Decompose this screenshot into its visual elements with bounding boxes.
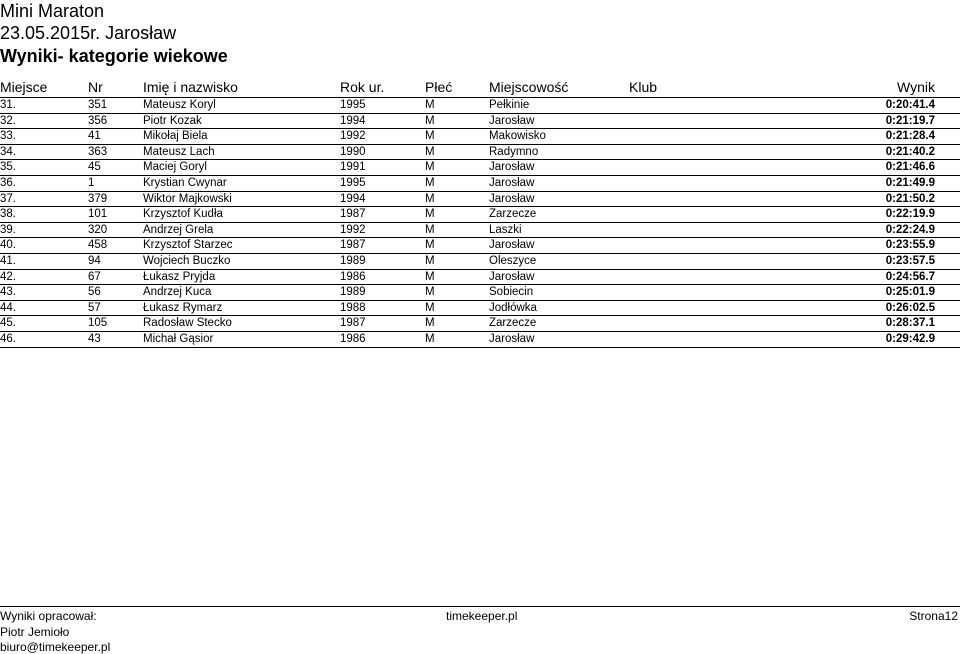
cell-sex: M — [425, 254, 435, 267]
cell-nr: 458 — [88, 239, 108, 252]
cell-place: 31. — [0, 99, 16, 111]
page-footer — [0, 606, 960, 653]
cell-city: Jarosław — [489, 332, 535, 345]
cell-result: 0:21:19.7 — [885, 114, 935, 127]
cell-result: 0:20:41.4 — [885, 99, 935, 111]
cell-city: Jarosław — [489, 114, 535, 127]
event-date-location: 23.05.2015r. Jarosław — [0, 23, 177, 43]
cell-sex: M — [425, 192, 435, 205]
cell-place: 46. — [0, 332, 16, 345]
cell-city: Zarzecze — [489, 317, 537, 330]
cell-result: 0:21:46.6 — [885, 161, 935, 174]
cell-result: 0:28:37.1 — [885, 317, 935, 330]
cell-sex: M — [425, 99, 435, 111]
cell-nr: 363 — [88, 145, 108, 158]
table-row — [0, 114, 960, 130]
table-row — [0, 270, 960, 286]
col-header-club: Klub — [629, 79, 658, 95]
cell-place: 42. — [0, 270, 16, 283]
cell-result: 0:25:01.9 — [885, 286, 935, 299]
cell-year: 1989 — [340, 286, 366, 299]
cell-year: 1986 — [340, 332, 366, 345]
cell-result: 0:21:49.9 — [885, 176, 935, 189]
results-subtitle: Wyniki- kategorie wiekowe — [0, 46, 228, 66]
table-header — [0, 78, 960, 98]
cell-place: 33. — [0, 130, 16, 143]
event-title: Mini Maraton — [0, 1, 105, 21]
table-row — [0, 316, 960, 332]
cell-sex: M — [425, 301, 435, 314]
cell-sex: M — [425, 286, 435, 299]
cell-sex: M — [425, 270, 435, 283]
cell-year: 1991 — [340, 161, 366, 174]
footer-site: timekeeper.pl — [446, 609, 518, 623]
table-row — [0, 129, 960, 145]
results-table — [0, 98, 960, 348]
col-header-place: Miejsce — [0, 79, 48, 95]
cell-nr: 67 — [88, 270, 101, 283]
cell-year: 1988 — [340, 301, 366, 314]
cell-place: 40. — [0, 239, 16, 252]
table-row — [0, 301, 960, 317]
cell-place: 36. — [0, 176, 16, 189]
cell-sex: M — [425, 130, 435, 143]
cell-name: Piotr Kozak — [143, 114, 202, 127]
table-row — [0, 176, 960, 192]
cell-name: Łukasz Rymarz — [143, 301, 223, 314]
cell-year: 1987 — [340, 239, 366, 252]
cell-city: Jarosław — [489, 176, 535, 189]
cell-place: 34. — [0, 145, 16, 158]
cell-name: Łukasz Pryjda — [143, 270, 216, 283]
cell-nr: 94 — [88, 254, 101, 267]
cell-city: Makowisko — [489, 130, 546, 143]
cell-name: Andrzej Grela — [143, 223, 214, 236]
cell-name: Andrzej Kuca — [143, 286, 212, 299]
cell-sex: M — [425, 223, 435, 236]
table-row — [0, 254, 960, 270]
footer-person: Piotr Jemioło — [0, 625, 70, 639]
cell-place: 37. — [0, 192, 16, 205]
cell-city: Jarosław — [489, 239, 535, 252]
cell-city: Oleszyce — [489, 254, 537, 267]
cell-result: 0:21:50.2 — [885, 192, 935, 205]
cell-nr: 101 — [88, 208, 108, 221]
cell-city: Jarosław — [489, 270, 535, 283]
cell-name: Mikołaj Biela — [143, 130, 208, 143]
table-row — [0, 145, 960, 161]
cell-name: Wojciech Buczko — [143, 254, 231, 267]
col-header-name: Imię i nazwisko — [143, 79, 238, 95]
table-row — [0, 98, 960, 114]
cell-year: 1994 — [340, 192, 366, 205]
cell-name: Mateusz Lach — [143, 145, 215, 158]
cell-name: Krystian Cwynar — [143, 176, 227, 189]
cell-result: 0:24:56.7 — [885, 270, 935, 283]
cell-sex: M — [425, 145, 435, 158]
cell-name: Maciej Goryl — [143, 161, 207, 174]
cell-place: 32. — [0, 114, 16, 127]
cell-name: Krzysztof Starzec — [143, 239, 233, 252]
cell-sex: M — [425, 161, 435, 174]
cell-name: Krzysztof Kudła — [143, 208, 223, 221]
cell-city: Pełkinie — [489, 99, 530, 111]
cell-place: 45. — [0, 317, 16, 330]
cell-name: Wiktor Majkowski — [143, 192, 232, 205]
cell-year: 1995 — [340, 99, 366, 111]
cell-name: Michał Gąsior — [143, 332, 214, 345]
cell-year: 1990 — [340, 145, 366, 158]
cell-nr: 379 — [88, 192, 108, 205]
cell-city: Jarosław — [489, 192, 535, 205]
col-header-sex: Płeć — [425, 79, 453, 95]
cell-year: 1995 — [340, 176, 366, 189]
cell-city: Radymno — [489, 145, 539, 158]
cell-result: 0:22:24.9 — [885, 223, 935, 236]
cell-year: 1987 — [340, 208, 366, 221]
cell-city: Sobiecin — [489, 286, 534, 299]
cell-place: 38. — [0, 208, 16, 221]
table-row — [0, 192, 960, 208]
cell-city: Laszki — [489, 223, 522, 236]
table-row — [0, 207, 960, 223]
cell-nr: 356 — [88, 114, 108, 127]
cell-place: 43. — [0, 286, 16, 299]
cell-nr: 105 — [88, 317, 108, 330]
cell-nr: 57 — [88, 301, 101, 314]
cell-nr: 1 — [88, 176, 95, 189]
cell-year: 1989 — [340, 254, 366, 267]
col-header-result: Wynik — [897, 79, 935, 95]
cell-year: 1986 — [340, 270, 366, 283]
footer-prepared-label: Wyniki opracował: — [0, 609, 97, 623]
cell-sex: M — [425, 208, 435, 221]
cell-name: Mateusz Koryl — [143, 99, 216, 111]
cell-result: 0:29:42.9 — [885, 332, 935, 345]
table-row — [0, 223, 960, 239]
cell-city: Jodłówka — [489, 301, 537, 314]
cell-result: 0:26:02.5 — [885, 301, 935, 314]
cell-year: 1994 — [340, 114, 366, 127]
cell-result: 0:21:40.2 — [885, 145, 935, 158]
cell-nr: 320 — [88, 223, 108, 236]
col-header-year: Rok ur. — [340, 79, 385, 95]
cell-sex: M — [425, 317, 435, 330]
footer-email: biuro@timekeeper.pl — [0, 640, 111, 654]
cell-sex: M — [425, 114, 435, 127]
col-header-city: Miejscowość — [489, 79, 569, 95]
cell-place: 39. — [0, 223, 16, 236]
cell-nr: 43 — [88, 332, 101, 345]
footer-divider — [0, 606, 960, 607]
cell-place: 35. — [0, 161, 16, 174]
cell-place: 44. — [0, 301, 16, 314]
table-row — [0, 332, 960, 348]
cell-year: 1987 — [340, 317, 366, 330]
cell-year: 1992 — [340, 223, 366, 236]
cell-result: 0:23:55.9 — [885, 239, 935, 252]
cell-place: 41. — [0, 254, 16, 267]
cell-result: 0:23:57.5 — [885, 254, 935, 267]
table-row — [0, 238, 960, 254]
cell-nr: 56 — [88, 286, 101, 299]
cell-year: 1992 — [340, 130, 366, 143]
table-row — [0, 285, 960, 301]
cell-sex: M — [425, 239, 435, 252]
cell-city: Jarosław — [489, 161, 535, 174]
cell-sex: M — [425, 176, 435, 189]
cell-sex: M — [425, 332, 435, 345]
cell-nr: 45 — [88, 161, 101, 174]
cell-nr: 41 — [88, 130, 101, 143]
cell-name: Radosław Stecko — [143, 317, 232, 330]
cell-nr: 351 — [88, 99, 108, 111]
col-header-nr: Nr — [88, 79, 103, 95]
cell-result: 0:21:28.4 — [885, 130, 935, 143]
cell-city: Zarzecze — [489, 208, 537, 221]
footer-page-number: Strona12 — [909, 609, 958, 623]
cell-result: 0:22:19.9 — [885, 208, 935, 221]
table-row — [0, 160, 960, 176]
